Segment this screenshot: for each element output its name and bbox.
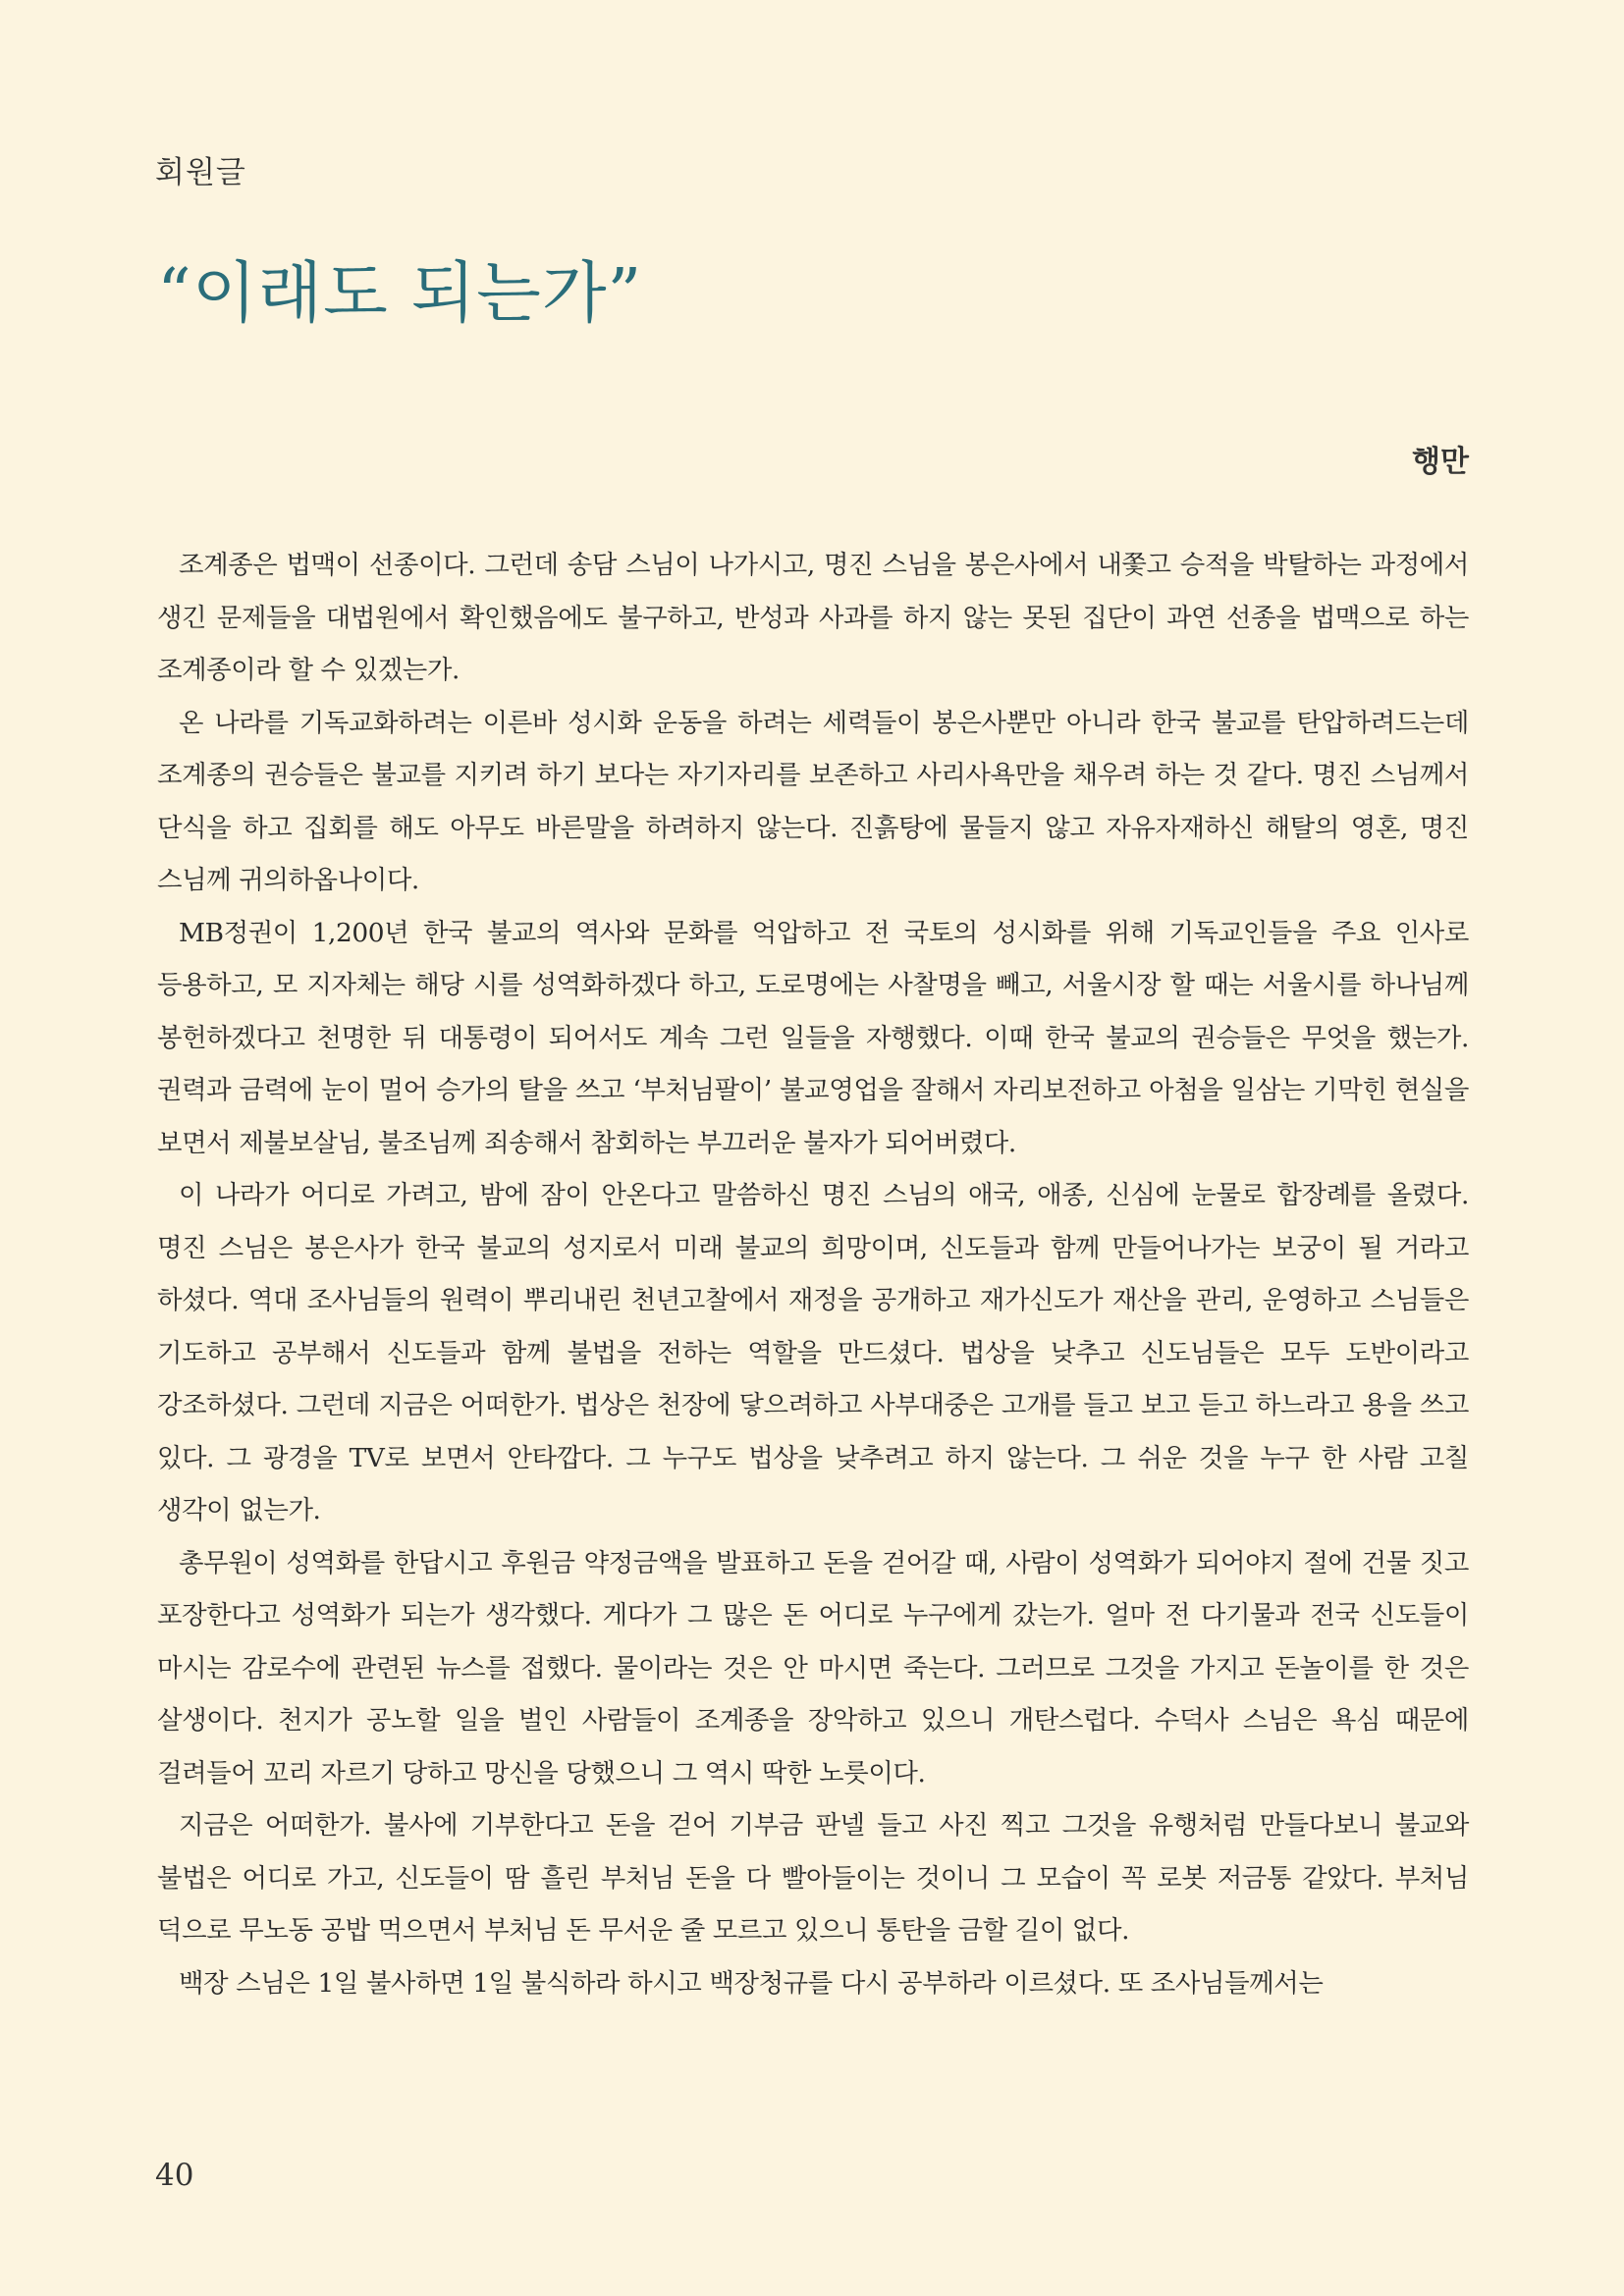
paragraph-3: MB정권이 1,200년 한국 불교의 역사와 문화를 억압하고 전 국토의 성시화를 위해 기독교인들을 주요 인사로 등용하고, 모 지자체는 해당 시를 성역화하겠다 하고, 도로명에는 사찰명을 빼고, 서울시장 할 때는 서울시를 하나님께 봉헌하겠다고 천명한 뒤 대통령이 되어서도 계속 그런 일들을 자행했다. 이때 한국 불교의 권승들은 무엇을 했는가. 권력과 금력에 눈이 멀어 승가의 탈을 쓰고 ‘부처님팔이’ 불교영업을 잘해서 자리보전하고 아첨을 일삼는 기막힌 현실을 보면서 제불보살님, 불조님께 죄송해서 참회하는 부끄러운 불자가 되어버렸다. [157,917,1469,1158]
paragraph-7: 백장 스님은 1일 불사하면 1일 불식하라 하시고 백장청규를 다시 공부하라 이르셨다. 또 조사님들께서는 [179,1967,1324,1999]
article-title: “이래도 되는가” [157,255,643,333]
section-label: 회원글 [155,155,246,190]
paragraph-2: 온 나라를 기독교화하려는 이른바 성시화 운동을 하려는 세력들이 봉은사뿐만 아니라 한국 불교를 탄압하려드는데 조계종의 권승들은 불교를 지키려 하기 보다는 자기자리를 보존하고 사리사욕만을 채우려 하는 것 같다. 명진 스님께서 단식을 하고 집회를 해도 아무도 바른말을 하려하지 않는다. 진흙탕에 물들지 않고 자유자재하신 해탈의 영혼, 명진 스님께 귀의하옵나이다. [157,707,1469,895]
paragraph-4: 이 나라가 어디로 가려고, 밤에 잠이 안온다고 말씀하신 명진 스님의 애국, 애종, 신심에 눈물로 합장례를 올렸다. 명진 스님은 봉은사가 한국 불교의 성지로서 미래 불교의 희망이며, 신도들과 함께 만들어나가는 보궁이 될 거라고 하셨다. 역대 조사님들의 원력이 뿌리내린 천년고찰에서 재정을 공개하고 재가신도가 재산을 관리, 운영하고 스님들은 기도하고 공부해서 신도들과 함께 불법을 전하는 역할을 만드셨다. 법상을 낮추고 신도님들은 모두 도반이라고 강조하셨다. 그런데 지금은 어떠한가. 법상은 천장에 닿으려하고 사부대중은 고개를 들고 보고 듣고 하느라고 용을 쓰고 있다. 그 광경을 TV로 보면서 안타깝다. 그 누구도 법상을 낮추려고 하지 않는다. 그 쉬운 것을 누구 한 사람 고칠 생각이 없는가. [157,1180,1469,1525]
paragraph-1: 조계종은 법맥이 선종이다. 그런데 송담 스님이 나가시고, 명진 스님을 봉은사에서 내쫓고 승적을 박탈하는 과정에서 생긴 문제들을 대법원에서 확인했음에도 불구하고, 반성과 사과를 하지 않는 못된 집단이 과연 선종을 법맥으로 하는 조계종이라 할 수 있겠는가. [157,550,1469,685]
author-name: 행만 [1412,445,1469,479]
page-number: 40 [155,2158,194,2193]
paragraph-5: 총무원이 성역화를 한답시고 후원금 약정금액을 발표하고 돈을 걷어갈 때, 사람이 성역화가 되어야지 절에 건물 짓고 포장한다고 성역화가 되는가 생각했다. 게다가 그 많은 돈 어디로 누구에게 갔는가. 얼마 전 다기물과 전국 신도들이 마시는 감로수에 관련된 뉴스를 접했다. 물이라는 것은 안 마시면 죽는다. 그러므로 그것을 가지고 돈놀이를 한 것은 살생이다. 천지가 공노할 일을 벌인 사람들이 조계종을 장악하고 있으니 개탄스럽다. 수덕사 스님은 욕심 때문에 걸려들어 꼬리 자르기 당하고 망신을 당했으니 그 역시 딱한 노릇이다. [157,1547,1469,1789]
paragraph-6: 지금은 어떠한가. 불사에 기부한다고 돈을 걷어 기부금 판넬 들고 사진 찍고 그것을 유행처럼 만들다보니 불교와 불법은 어디로 가고, 신도들이 땀 흘린 부처님 돈을 다 빨아들이는 것이니 그 모습이 꼭 로봇 저금통 같았다. 부처님 덕으로 무노동 공밥 먹으면서 부처님 돈 무서운 줄 모르고 있으니 통탄을 금할 길이 없다. [157,1810,1469,1946]
article-body [157,539,1469,2009]
